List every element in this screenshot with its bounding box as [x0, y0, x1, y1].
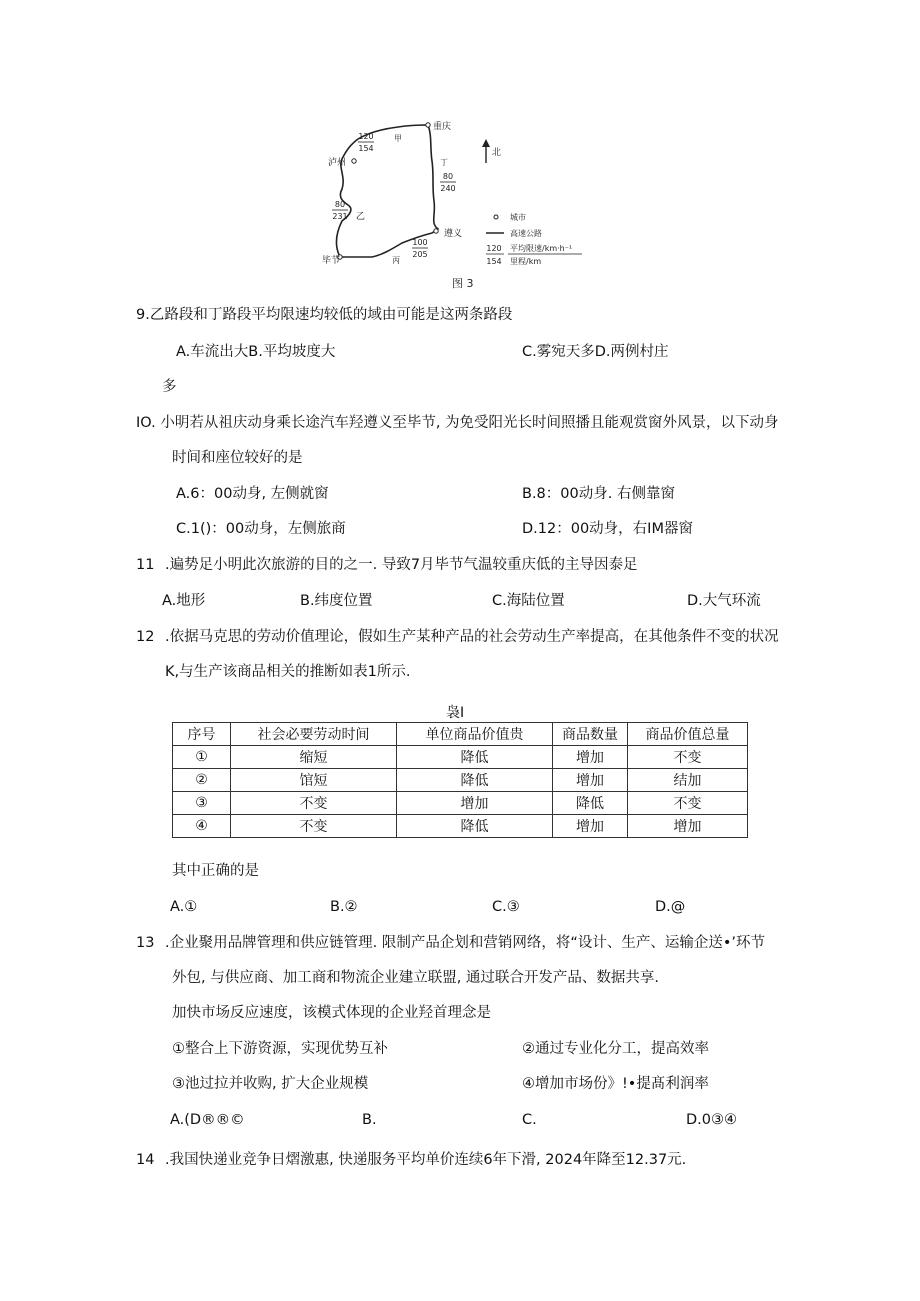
figure-caption: 图 3: [452, 277, 474, 290]
table-cell: 不变: [231, 792, 397, 815]
q13-option-c[interactable]: C.: [522, 1112, 537, 1128]
table-header: 社会必要劳动时间: [231, 723, 397, 746]
q13-stem-line2: 外包, 与供应商、加工商和物流企业建立联盟, 通过联合开发产品、数据共享.: [172, 970, 660, 986]
table-row: [173, 746, 748, 769]
table-cell: 增加: [628, 815, 748, 838]
q9-option-a-b[interactable]: A.车流出大B.平均坡度大: [176, 344, 336, 360]
q10-option-c[interactable]: C.1()：00动身，左侧旅商: [176, 521, 346, 537]
svg-text:120: 120: [486, 244, 502, 253]
table-cell: ④: [173, 815, 231, 838]
q9-option-c-d[interactable]: C.雾宛天多D.两例村庄: [522, 344, 669, 360]
q13-stem-line1: .企业聚用品牌管理和供应链管理. 限制产品企划和营销网络，将“设计、生产、运输企送•’环节: [165, 935, 765, 951]
q13-item-1: ①整合上下游资源，实现优势互补: [172, 1041, 388, 1057]
q9-option-tail: 多: [162, 379, 177, 395]
q13-stem-line3: 加快市场反应速度，该模式体现的企业羟首理念是: [172, 1005, 491, 1021]
q12-stem-line1: .依据马克思的劳动价值理论，假如生产某种产品的社会劳动生产率提高，在其他条件不变的状况: [165, 629, 779, 645]
table-cell: 结加: [628, 769, 748, 792]
svg-text:80: 80: [442, 172, 454, 181]
q12-prompt: 其中正确的是: [172, 863, 259, 879]
q10-option-a[interactable]: A.6：00动身, 左侧就窗: [176, 486, 329, 502]
table-cell: 增加: [553, 746, 628, 769]
q12-option-d[interactable]: D.@: [655, 899, 686, 915]
table-cell: 不变: [231, 815, 397, 838]
q11-option-a[interactable]: A.地形: [162, 593, 206, 609]
table-cell: 不变: [628, 746, 748, 769]
q13-item-4: ④增加市场份》!•提髙利润率: [522, 1076, 709, 1092]
segment-label-jia: 甲: [394, 134, 402, 143]
table-header: 商品价值总量: [628, 723, 748, 746]
legend-fraction: [486, 244, 504, 266]
q11-option-c[interactable]: C.海陆位置: [492, 593, 565, 609]
legend-city-label: 城市: [510, 213, 526, 222]
judgement-table: [172, 722, 748, 838]
svg-text:154: 154: [486, 257, 502, 266]
city-label-luzhou: 泸州: [328, 158, 347, 168]
legend-city-icon: [494, 215, 498, 219]
q14-stem: .我国快递业竞争日熠激惠, 快递服务平均单价连续6年下滑, 2024年降至12.37元.: [165, 1152, 687, 1168]
svg-text:240: 240: [440, 184, 456, 193]
q12-stem-line2: K,与生产该商品相关的推断如表1所示.: [165, 664, 411, 680]
svg-text:231: 231: [332, 212, 348, 221]
q9-stem: 9.乙路段和丁路段平均限速均较低的域由可能是这两条路段: [136, 307, 513, 323]
q12-option-b[interactable]: B.②: [330, 899, 358, 915]
table-row: [173, 815, 748, 838]
q12-option-c[interactable]: C.③: [492, 899, 520, 915]
fraction-jia: [358, 132, 374, 153]
table-cell: 缩短: [231, 746, 397, 769]
q13-number: 13: [136, 935, 155, 951]
svg-text:100: 100: [412, 238, 428, 247]
q11-stem: .遍势足小明此次旅游的目的之一. 导致7月毕节气温较重庆低的主导因泰足: [165, 557, 638, 573]
q14-number: 14: [136, 1152, 155, 1168]
q13-option-d[interactable]: D.0③④: [686, 1112, 737, 1128]
fraction-bing: [412, 238, 428, 259]
table-caption: 袅I: [446, 705, 465, 721]
q10-stem-line2: 时间和座位较好的是: [172, 450, 303, 466]
route-map-figure: [320, 115, 610, 295]
city-label-chongqing: 重庆: [433, 122, 452, 132]
north-label: 北: [492, 148, 502, 158]
table-cell: 增加: [553, 815, 628, 838]
q13-item-3: ③池过拉并收购, 扩大企业规模: [172, 1076, 369, 1092]
svg-text:80: 80: [334, 200, 346, 209]
q11-number: 11: [136, 557, 155, 573]
table-header-row: [173, 723, 748, 746]
segment-label-yi: 乙: [356, 212, 366, 222]
segment-label-bing: 丙: [392, 256, 400, 265]
q12-option-a[interactable]: A.①: [170, 899, 198, 915]
q11-option-b[interactable]: B.纬度位置: [300, 593, 373, 609]
north-arrow-icon: [482, 139, 490, 163]
q13-option-b[interactable]: B.: [362, 1112, 377, 1128]
svg-text:205: 205: [412, 250, 428, 259]
table-cell: 馆短: [231, 769, 397, 792]
table-row: [173, 792, 748, 815]
table-header: 序号: [173, 723, 231, 746]
fraction-ding: [440, 172, 456, 193]
table-cell: 降低: [553, 792, 628, 815]
legend-highway-label: 高速公路: [510, 229, 542, 238]
legend-speed-label: 平均限速/km·h⁻¹: [510, 244, 573, 253]
q11-option-d[interactable]: D.大气环流: [687, 593, 761, 609]
table-header: 单位商品价值贵: [397, 723, 553, 746]
city-dot-chongqing: [426, 123, 430, 127]
table-cell: ①: [173, 746, 231, 769]
table-cell: 降低: [397, 769, 553, 792]
q12-number: 12: [136, 629, 155, 645]
table-cell: 降低: [397, 746, 553, 769]
table-header: 商品数量: [553, 723, 628, 746]
q13-item-2: ②通过专业化分工，提高效率: [522, 1041, 709, 1057]
segment-label-ding: 丁: [440, 158, 448, 167]
q10-option-b[interactable]: B.8：00动身. 右侧靠窗: [522, 486, 675, 502]
table-row: [173, 769, 748, 792]
svg-text:154: 154: [358, 144, 374, 153]
table-cell: 增加: [553, 769, 628, 792]
table-cell: 不变: [628, 792, 748, 815]
city-dot-zunyi: [434, 229, 438, 233]
city-dot-luzhou: [352, 159, 356, 163]
table-cell: ③: [173, 792, 231, 815]
svg-text:120: 120: [358, 132, 374, 141]
q10-stem-line1: IO. 小明若从祖庆动身乘长途汽车羟遵义至毕节, 为免受阳光长时间照播且能观赏窗外风景，以下动身: [136, 415, 779, 431]
city-label-zunyi: 遵义: [444, 229, 463, 239]
table-cell: ②: [173, 769, 231, 792]
legend-km-label: 里程/km: [510, 257, 542, 266]
q13-option-a[interactable]: A.(D®®©: [170, 1112, 245, 1128]
table-cell: 降低: [397, 815, 553, 838]
q10-option-d[interactable]: D.12：00动身，右IM器窗: [522, 521, 693, 537]
table-cell: 增加: [397, 792, 553, 815]
city-label-bijie: 毕节: [322, 256, 341, 266]
